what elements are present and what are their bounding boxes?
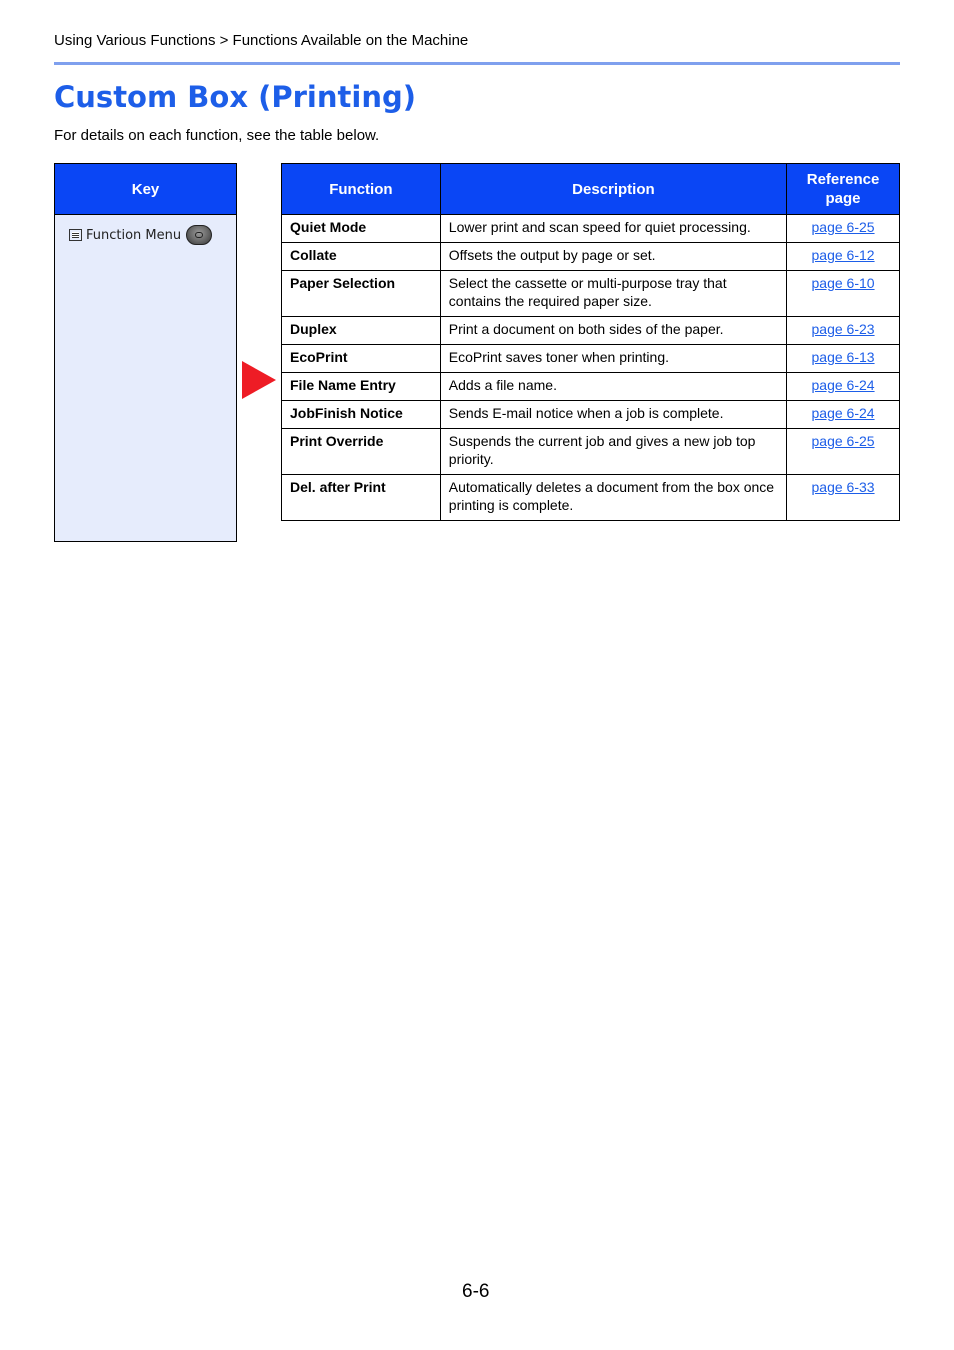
menu-list-icon: [69, 229, 82, 241]
function-description: Offsets the output by page or set.: [440, 243, 786, 271]
table-row: [282, 345, 900, 373]
reference-cell: [787, 429, 900, 475]
function-description: Suspends the current job and gives a new job top priority.: [440, 429, 786, 475]
reference-page-link[interactable]: page 6-25: [811, 433, 875, 449]
function-name: JobFinish Notice: [282, 401, 441, 429]
reference-page-link[interactable]: page 6-24: [811, 405, 875, 421]
header-description: Description: [440, 164, 786, 215]
reference-cell: [787, 271, 900, 317]
function-name: Del. after Print: [282, 475, 441, 521]
breadcrumb: Using Various Functions > Functions Available on the Machine: [54, 32, 469, 49]
table-row: [282, 243, 900, 271]
table-row: [282, 475, 900, 521]
reference-cell: [787, 317, 900, 345]
reference-page-link[interactable]: page 6-13: [811, 349, 875, 365]
reference-cell: [787, 243, 900, 271]
function-description: Lower print and scan speed for quiet processing.: [440, 215, 786, 243]
reference-cell: [787, 475, 900, 521]
function-name: Paper Selection: [282, 271, 441, 317]
function-description: Sends E-mail notice when a job is complete.: [440, 401, 786, 429]
function-name: EcoPrint: [282, 345, 441, 373]
reference-page-link[interactable]: page 6-24: [811, 377, 875, 393]
reference-page-link[interactable]: page 6-25: [811, 219, 875, 235]
header-reference-page: Reference page: [787, 164, 900, 215]
function-menu-key[interactable]: [69, 225, 212, 245]
table-row: [282, 215, 900, 243]
function-description: Select the cassette or multi-purpose tray that contains the required paper size.: [440, 271, 786, 317]
reference-cell: [787, 401, 900, 429]
function-description: Automatically deletes a document from the box once printing is complete.: [440, 475, 786, 521]
table-row: [282, 401, 900, 429]
table-row: [282, 429, 900, 475]
function-menu-label: Function Menu: [86, 227, 182, 243]
reference-page-link[interactable]: page 6-12: [811, 247, 875, 263]
table-header-row: [282, 164, 900, 215]
function-name: Quiet Mode: [282, 215, 441, 243]
function-description: Print a document on both sides of the paper.: [440, 317, 786, 345]
table-row: [282, 373, 900, 401]
function-name: Duplex: [282, 317, 441, 345]
reference-page-link[interactable]: page 6-23: [811, 321, 875, 337]
reference-cell: [787, 345, 900, 373]
reference-page-link[interactable]: page 6-33: [811, 479, 875, 495]
function-description: EcoPrint saves toner when printing.: [440, 345, 786, 373]
function-name: Collate: [282, 243, 441, 271]
reference-cell: [787, 215, 900, 243]
intro-text: For details on each function, see the table below.: [54, 127, 380, 144]
reference-cell: [787, 373, 900, 401]
table-row: [282, 271, 900, 317]
table-row: [282, 317, 900, 345]
page-number: 6-6: [462, 1281, 490, 1302]
header-function: Function: [282, 164, 441, 215]
header-rule: [54, 62, 900, 65]
function-description: Adds a file name.: [440, 373, 786, 401]
function-name: Print Override: [282, 429, 441, 475]
function-name: File Name Entry: [282, 373, 441, 401]
key-panel: [54, 163, 237, 542]
function-table: [281, 163, 900, 521]
key-header: Key: [55, 164, 236, 215]
arrow-right-icon: [242, 361, 276, 399]
oval-hardware-button-icon[interactable]: [186, 225, 212, 245]
reference-page-link[interactable]: page 6-10: [811, 275, 875, 291]
page-title: Custom Box (Printing): [54, 80, 416, 114]
